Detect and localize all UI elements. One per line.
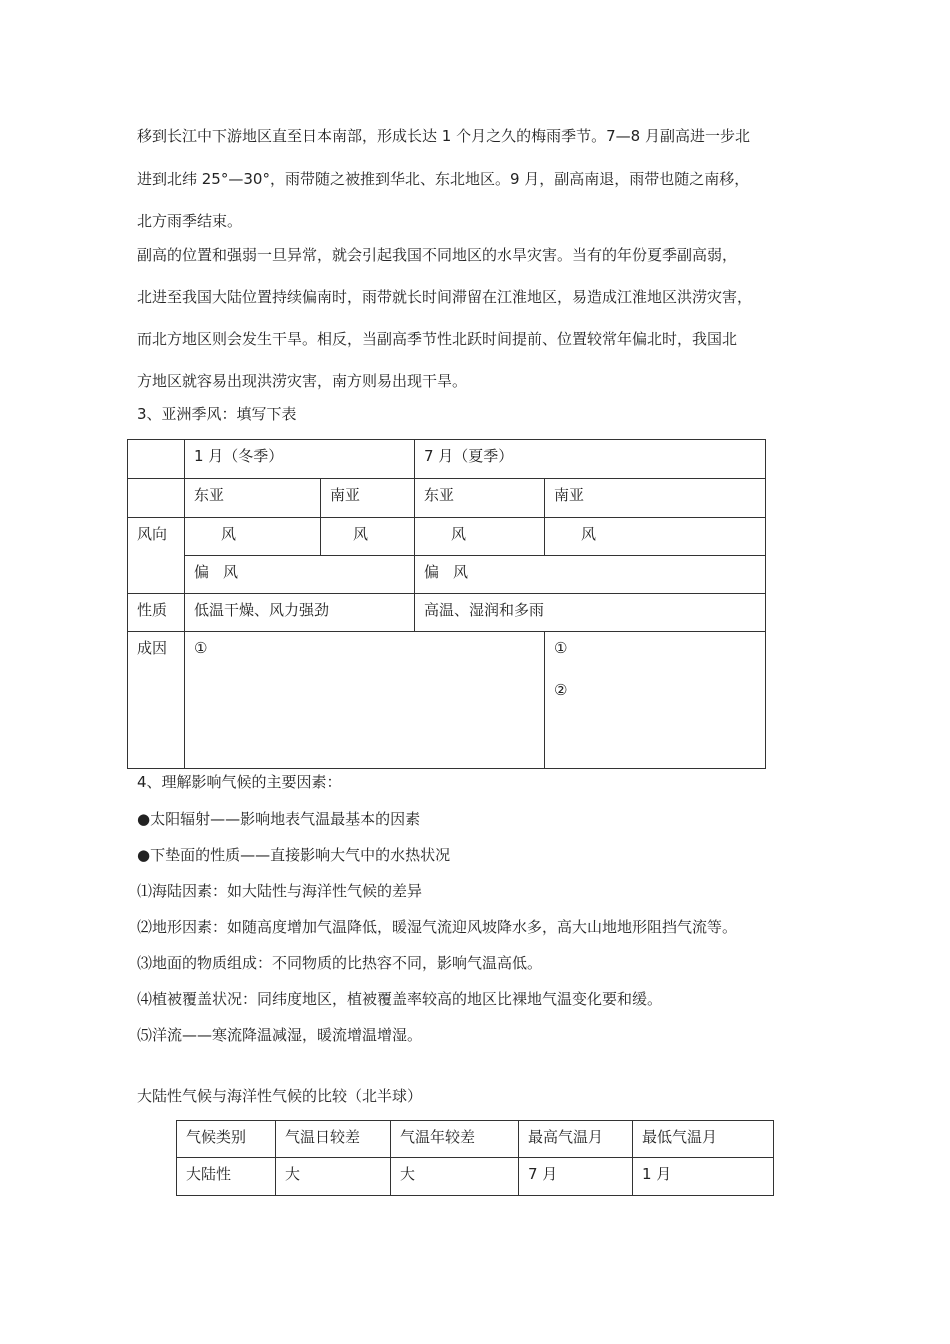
paragraph-line: 方地区就容易出现洪涝灾害，南方则易出现干旱。 (137, 372, 468, 390)
table-cell-south-asia: 南亚 (321, 479, 415, 518)
paragraph-line: 副高的位置和强弱一旦异常，就会引起我国不同地区的水旱灾害。当有的年份夏季副高弱， (137, 246, 738, 264)
paragraph-line: 进到北纬 25°—30°，雨带随之被推到华北、东北地区。9 月，副高南退，雨带也随之南移， (137, 170, 750, 188)
pian-text: 偏 (194, 563, 210, 581)
table-cell-wind: 风 (185, 518, 321, 556)
table-header: 最高气温月 (519, 1121, 633, 1158)
table-cell-cause-summer (545, 632, 766, 769)
table-header: 最低气温月 (633, 1121, 774, 1158)
circle-marker: ② (554, 681, 568, 699)
list-item: ⑸洋流——寒流降温减湿，暖流增温增湿。 (137, 1026, 423, 1044)
pian-text: 偏 (424, 563, 440, 581)
climate-compare-table (176, 1120, 774, 1196)
table-cell: 1 月 (633, 1158, 774, 1196)
monsoon-table (127, 439, 766, 769)
table-cell-south-asia: 南亚 (545, 479, 766, 518)
paragraph-line: 而北方地区则会发生干旱。相反，当副高季节性北跃时间提前、位置较常年偏北时，我国北 (137, 330, 738, 348)
paragraph-line: 北进至我国大陆位置持续偏南时，雨带就长时间滞留在江淮地区，易造成江淮地区洪涝灾害， (137, 288, 753, 306)
table-cell: 7 月 (519, 1158, 633, 1196)
table-cell-pian-feng (185, 556, 415, 594)
table-header: 气温年较差 (391, 1121, 519, 1158)
table-cell-wind: 风 (415, 518, 545, 556)
table-header: 气候类别 (177, 1121, 276, 1158)
section-heading: 4、理解影响气候的主要因素： (137, 773, 342, 791)
table-cell: 大 (276, 1158, 391, 1196)
table-header-jan: 1 月（冬季） (185, 440, 415, 479)
table-header: 气温日较差 (276, 1121, 391, 1158)
table-cell: 大陆性 (177, 1158, 276, 1196)
table-header-jul: 7 月（夏季） (415, 440, 766, 479)
paragraph-line: 北方雨季结束。 (137, 212, 243, 230)
table-cell-nature-winter: 低温干燥、风力强劲 (185, 594, 415, 632)
feng-text: 风 (453, 563, 469, 581)
table-cell: 大 (391, 1158, 519, 1196)
table-cell-pian-feng (415, 556, 766, 594)
paragraph-line: 移到长江中下游地区直至日本南部，形成长达 1 个月之久的梅雨季节。7—8 月副高进一步北 (137, 127, 750, 145)
table-cell-east-asia: 东亚 (185, 479, 321, 518)
list-item: ⑵地形因素：如随高度增加气温降低，暖湿气流迎风坡降水多，高大山地地形阻挡气流等。 (137, 918, 738, 936)
row-label-cause: 成因 (128, 632, 185, 769)
list-item: ⑷植被覆盖状况：同纬度地区，植被覆盖率较高的地区比裸地气温变化要和缓。 (137, 990, 663, 1008)
list-item: ⑶地面的物质组成：不同物质的比热容不同，影响气温高低。 (137, 954, 543, 972)
feng-text: 风 (223, 563, 239, 581)
circle-marker: ① (194, 639, 208, 657)
table-cell-cause-winter (185, 632, 545, 769)
table-title: 大陆性气候与海洋性气候的比较（北半球） (137, 1087, 423, 1105)
table-cell (128, 440, 185, 479)
row-label-wind-direction: 风向 (128, 518, 185, 594)
bullet-item: ●太阳辐射——影响地表气温最基本的因素 (137, 810, 421, 828)
list-item: ⑴海陆因素：如大陆性与海洋性气候的差异 (137, 882, 423, 900)
row-label-nature: 性质 (128, 594, 185, 632)
table-cell-nature-summer: 高温、湿润和多雨 (415, 594, 766, 632)
table-cell-wind: 风 (545, 518, 766, 556)
table-cell-wind: 风 (321, 518, 415, 556)
table-cell-east-asia: 东亚 (415, 479, 545, 518)
bullet-item: ●下垫面的性质——直接影响大气中的水热状况 (137, 846, 451, 864)
circle-marker: ① (554, 639, 568, 657)
table-cell (128, 479, 185, 518)
section-heading: 3、亚洲季风：填写下表 (137, 405, 297, 423)
